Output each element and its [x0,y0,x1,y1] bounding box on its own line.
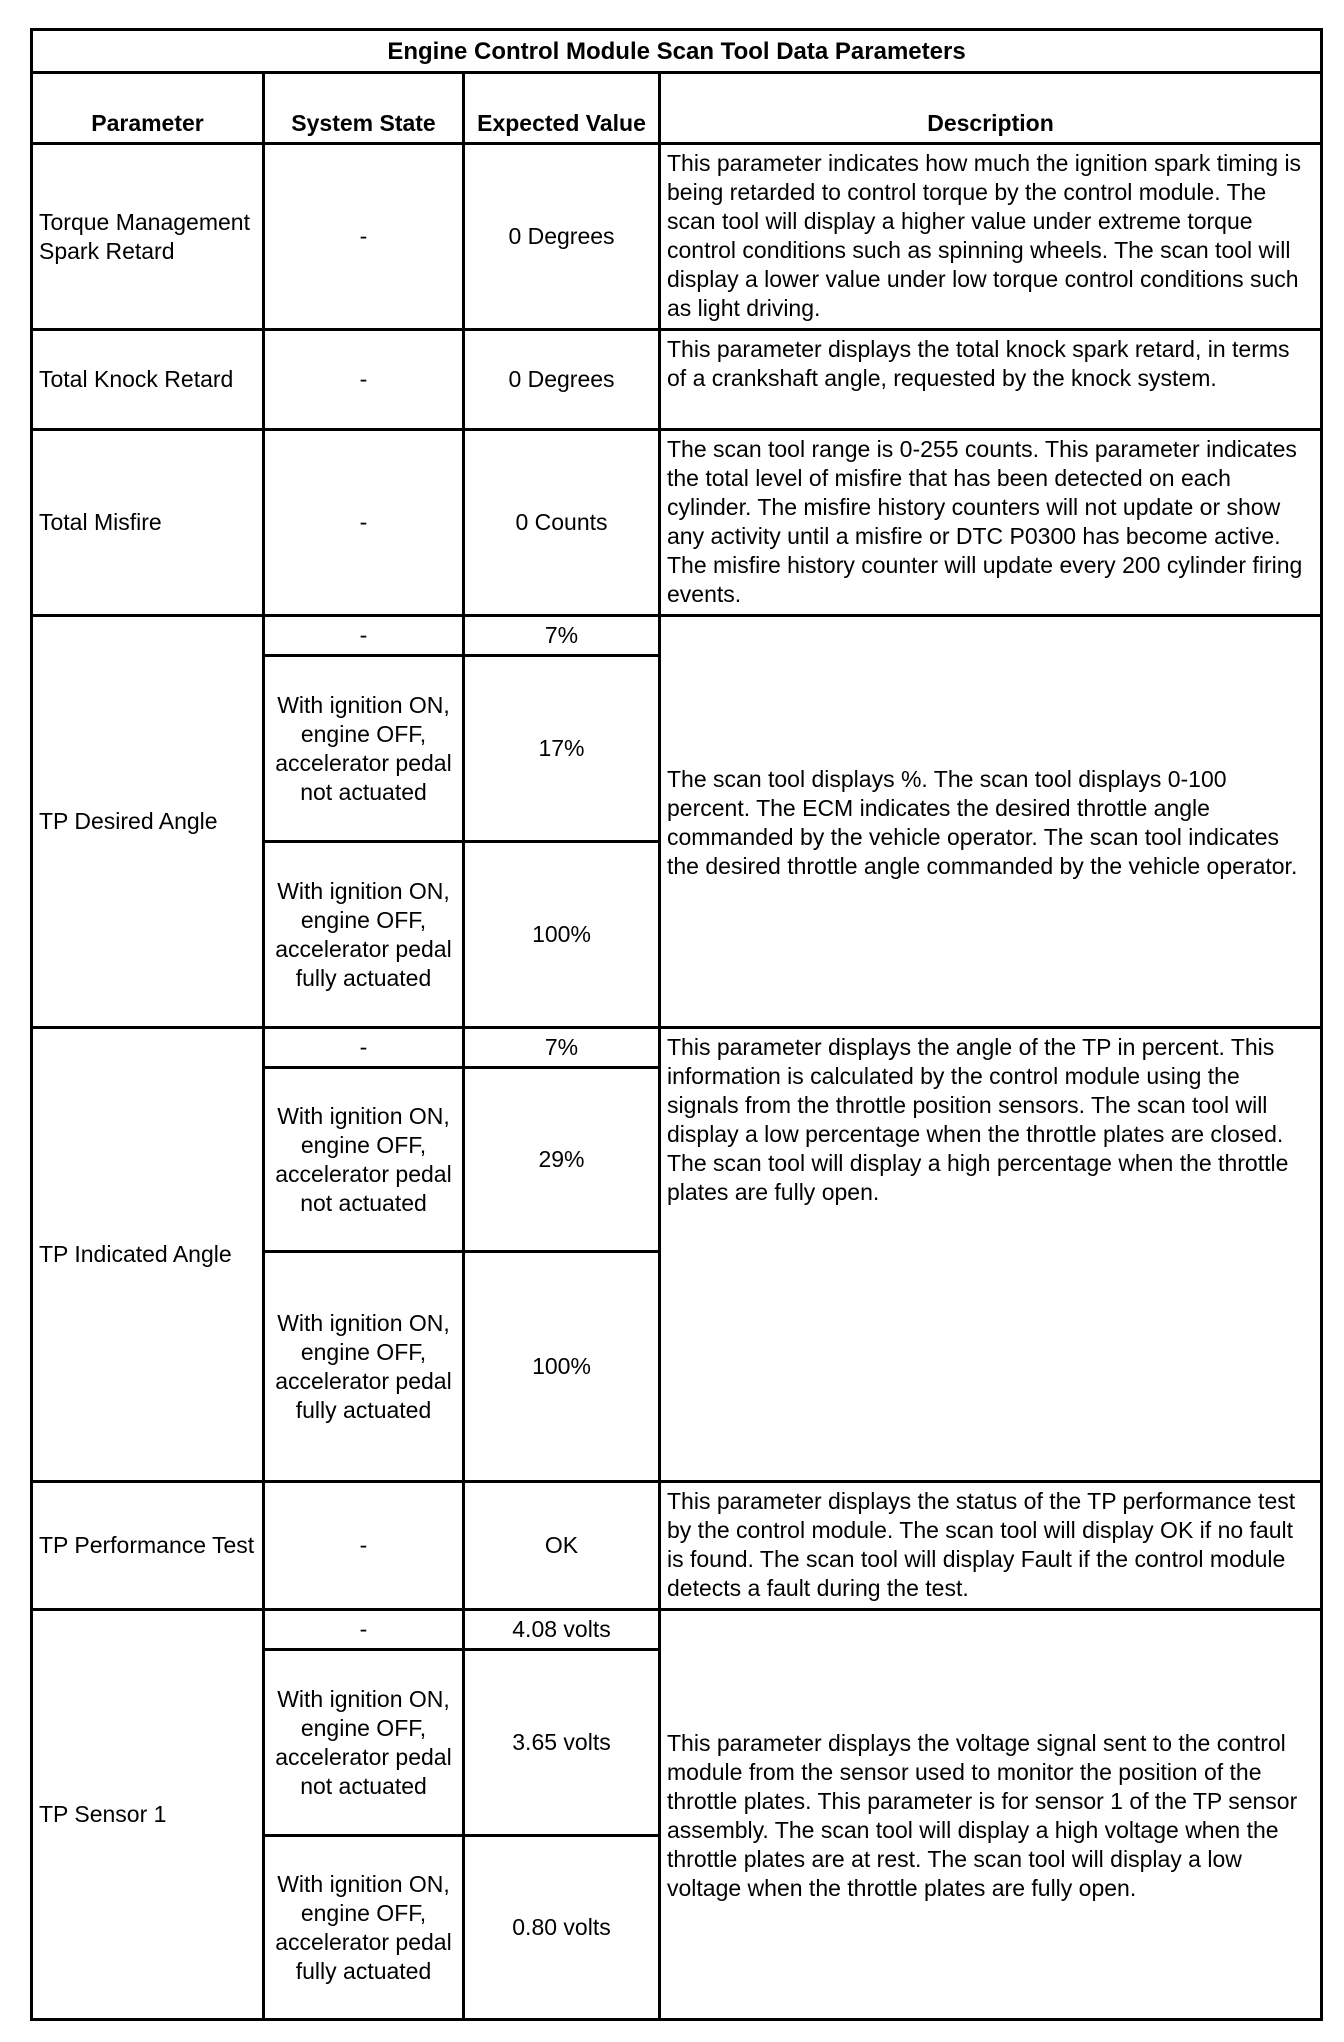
table-row [32,616,1322,656]
description-cell: This parameter displays the status of the TP performance test by the control module. The scan tool will display OK if no fault is found. The scan tool will display Fault if the control module detects a fault during the test. [660,1482,1322,1610]
expected-value-cell: OK [464,1482,660,1610]
expected-value-cell: 7% [464,616,660,656]
description-cell: The scan tool displays %. The scan tool displays 0-100 percent. The ECM indicates the desired throttle angle commanded by the vehicle operator. The scan tool indicates the desired throttle angle commanded by the vehicle operator. [660,616,1322,1028]
system-state-cell: - [264,1482,464,1610]
table-row [32,430,1322,616]
parameter-cell: TP Performance Test [32,1482,264,1610]
system-state-cell: With ignition ON, engine OFF, accelerator pedal fully actuated [264,842,464,1028]
table-row [32,1028,1322,1068]
expected-value-cell: 0 Degrees [464,144,660,330]
parameter-cell: TP Sensor 1 [32,1610,264,2020]
table-row [32,1610,1322,1650]
table-title: Engine Control Module Scan Tool Data Parameters [32,30,1322,73]
description-cell: This parameter displays the angle of the TP in percent. This information is calculated by the control module using the signals from the throttle position sensors. The scan tool will display a low percentage when the throttle plates are closed. The scan tool will display a high percentage when the throttle plates are fully open. [660,1028,1322,1482]
system-state-cell: - [264,144,464,330]
system-state-cell: With ignition ON, engine OFF, accelerator pedal fully actuated [264,1252,464,1482]
system-state-cell: - [264,330,464,430]
system-state-cell: With ignition ON, engine OFF, accelerator pedal not actuated [264,1068,464,1252]
description-cell: This parameter displays the total knock spark retard, in terms of a crankshaft angle, requested by the knock system. [660,330,1322,430]
expected-value-cell: 0.80 volts [464,1836,660,2020]
table-row [32,330,1322,430]
system-state-cell: - [264,1610,464,1650]
system-state-cell: - [264,616,464,656]
expected-value-cell: 100% [464,1252,660,1482]
scan-tool-data-table [30,28,1323,2021]
parameter-cell: TP Desired Angle [32,616,264,1028]
expected-value-cell: 29% [464,1068,660,1252]
expected-value-cell: 7% [464,1028,660,1068]
system-state-cell: - [264,430,464,616]
header-system-state: System State [264,73,464,144]
parameter-cell: Total Knock Retard [32,330,264,430]
expected-value-cell: 3.65 volts [464,1650,660,1836]
system-state-cell: With ignition ON, engine OFF, accelerator pedal not actuated [264,1650,464,1836]
description-cell: This parameter displays the voltage signal sent to the control module from the sensor used to monitor the position of the throttle plates. This parameter is for sensor 1 of the TP sensor assembly. The scan tool will display a high voltage when the throttle plates are at rest. The scan tool will display a low voltage when the throttle plates are fully open. [660,1610,1322,2020]
parameter-cell: Torque Management Spark Retard [32,144,264,330]
description-cell: This parameter indicates how much the ignition spark timing is being retarded to control torque by the control module. The scan tool will display a higher value under extreme torque control conditions such as spinning wheels. The scan tool will display a lower value under low torque control conditions such as light driving. [660,144,1322,330]
table-row [32,144,1322,330]
system-state-cell: With ignition ON, engine OFF, accelerator pedal fully actuated [264,1836,464,2020]
system-state-cell: With ignition ON, engine OFF, accelerator pedal not actuated [264,656,464,842]
header-expected-value: Expected Value [464,73,660,144]
description-cell: The scan tool range is 0-255 counts. This parameter indicates the total level of misfire that has been detected on each cylinder. The misfire history counters will not update or show any activity until a misfire or DTC P0300 has become active. The misfire history counter will update every 200 cylinder firing events. [660,430,1322,616]
expected-value-cell: 100% [464,842,660,1028]
expected-value-cell: 17% [464,656,660,842]
header-description: Description [660,73,1322,144]
header-parameter: Parameter [32,73,264,144]
table-row [32,1482,1322,1610]
expected-value-cell: 0 Degrees [464,330,660,430]
parameter-cell: Total Misfire [32,430,264,616]
system-state-cell: - [264,1028,464,1068]
expected-value-cell: 0 Counts [464,430,660,616]
expected-value-cell: 4.08 volts [464,1610,660,1650]
parameter-cell: TP Indicated Angle [32,1028,264,1482]
